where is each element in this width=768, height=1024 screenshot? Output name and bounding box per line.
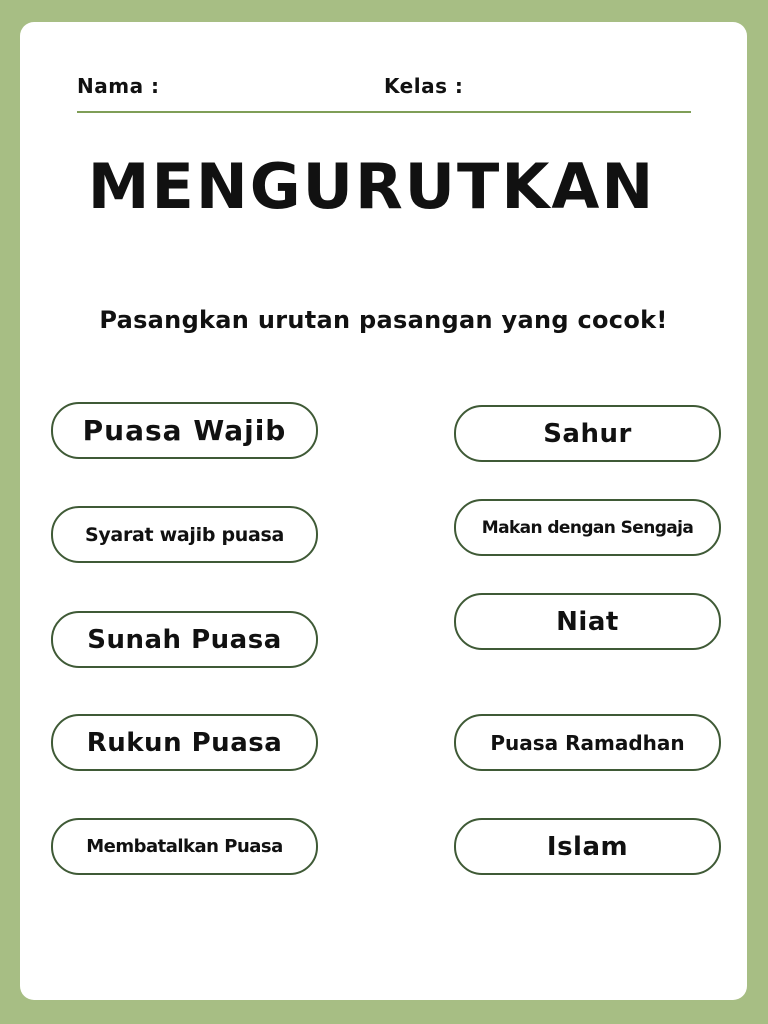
- right-item-4[interactable]: Puasa Ramadhan: [454, 714, 721, 771]
- page-title: MENGURUTKAN: [87, 150, 656, 223]
- left-item-2[interactable]: Syarat wajib puasa: [51, 506, 318, 563]
- right-item-5[interactable]: Islam: [454, 818, 721, 875]
- instruction-text: Pasangkan urutan pasangan yang cocok!: [99, 306, 668, 334]
- left-item-4[interactable]: Rukun Puasa: [51, 714, 318, 771]
- left-item-5[interactable]: Membatalkan Puasa: [51, 818, 318, 875]
- left-item-3[interactable]: Sunah Puasa: [51, 611, 318, 668]
- right-item-1[interactable]: Sahur: [454, 405, 721, 462]
- right-item-2[interactable]: Makan dengan Sengaja: [454, 499, 721, 556]
- left-item-1[interactable]: Puasa Wajib: [51, 402, 318, 459]
- header-divider: [77, 111, 691, 113]
- worksheet: [20, 22, 747, 1000]
- kelas-label: Kelas :: [384, 74, 464, 98]
- right-item-3[interactable]: Niat: [454, 593, 721, 650]
- nama-label: Nama :: [77, 74, 160, 98]
